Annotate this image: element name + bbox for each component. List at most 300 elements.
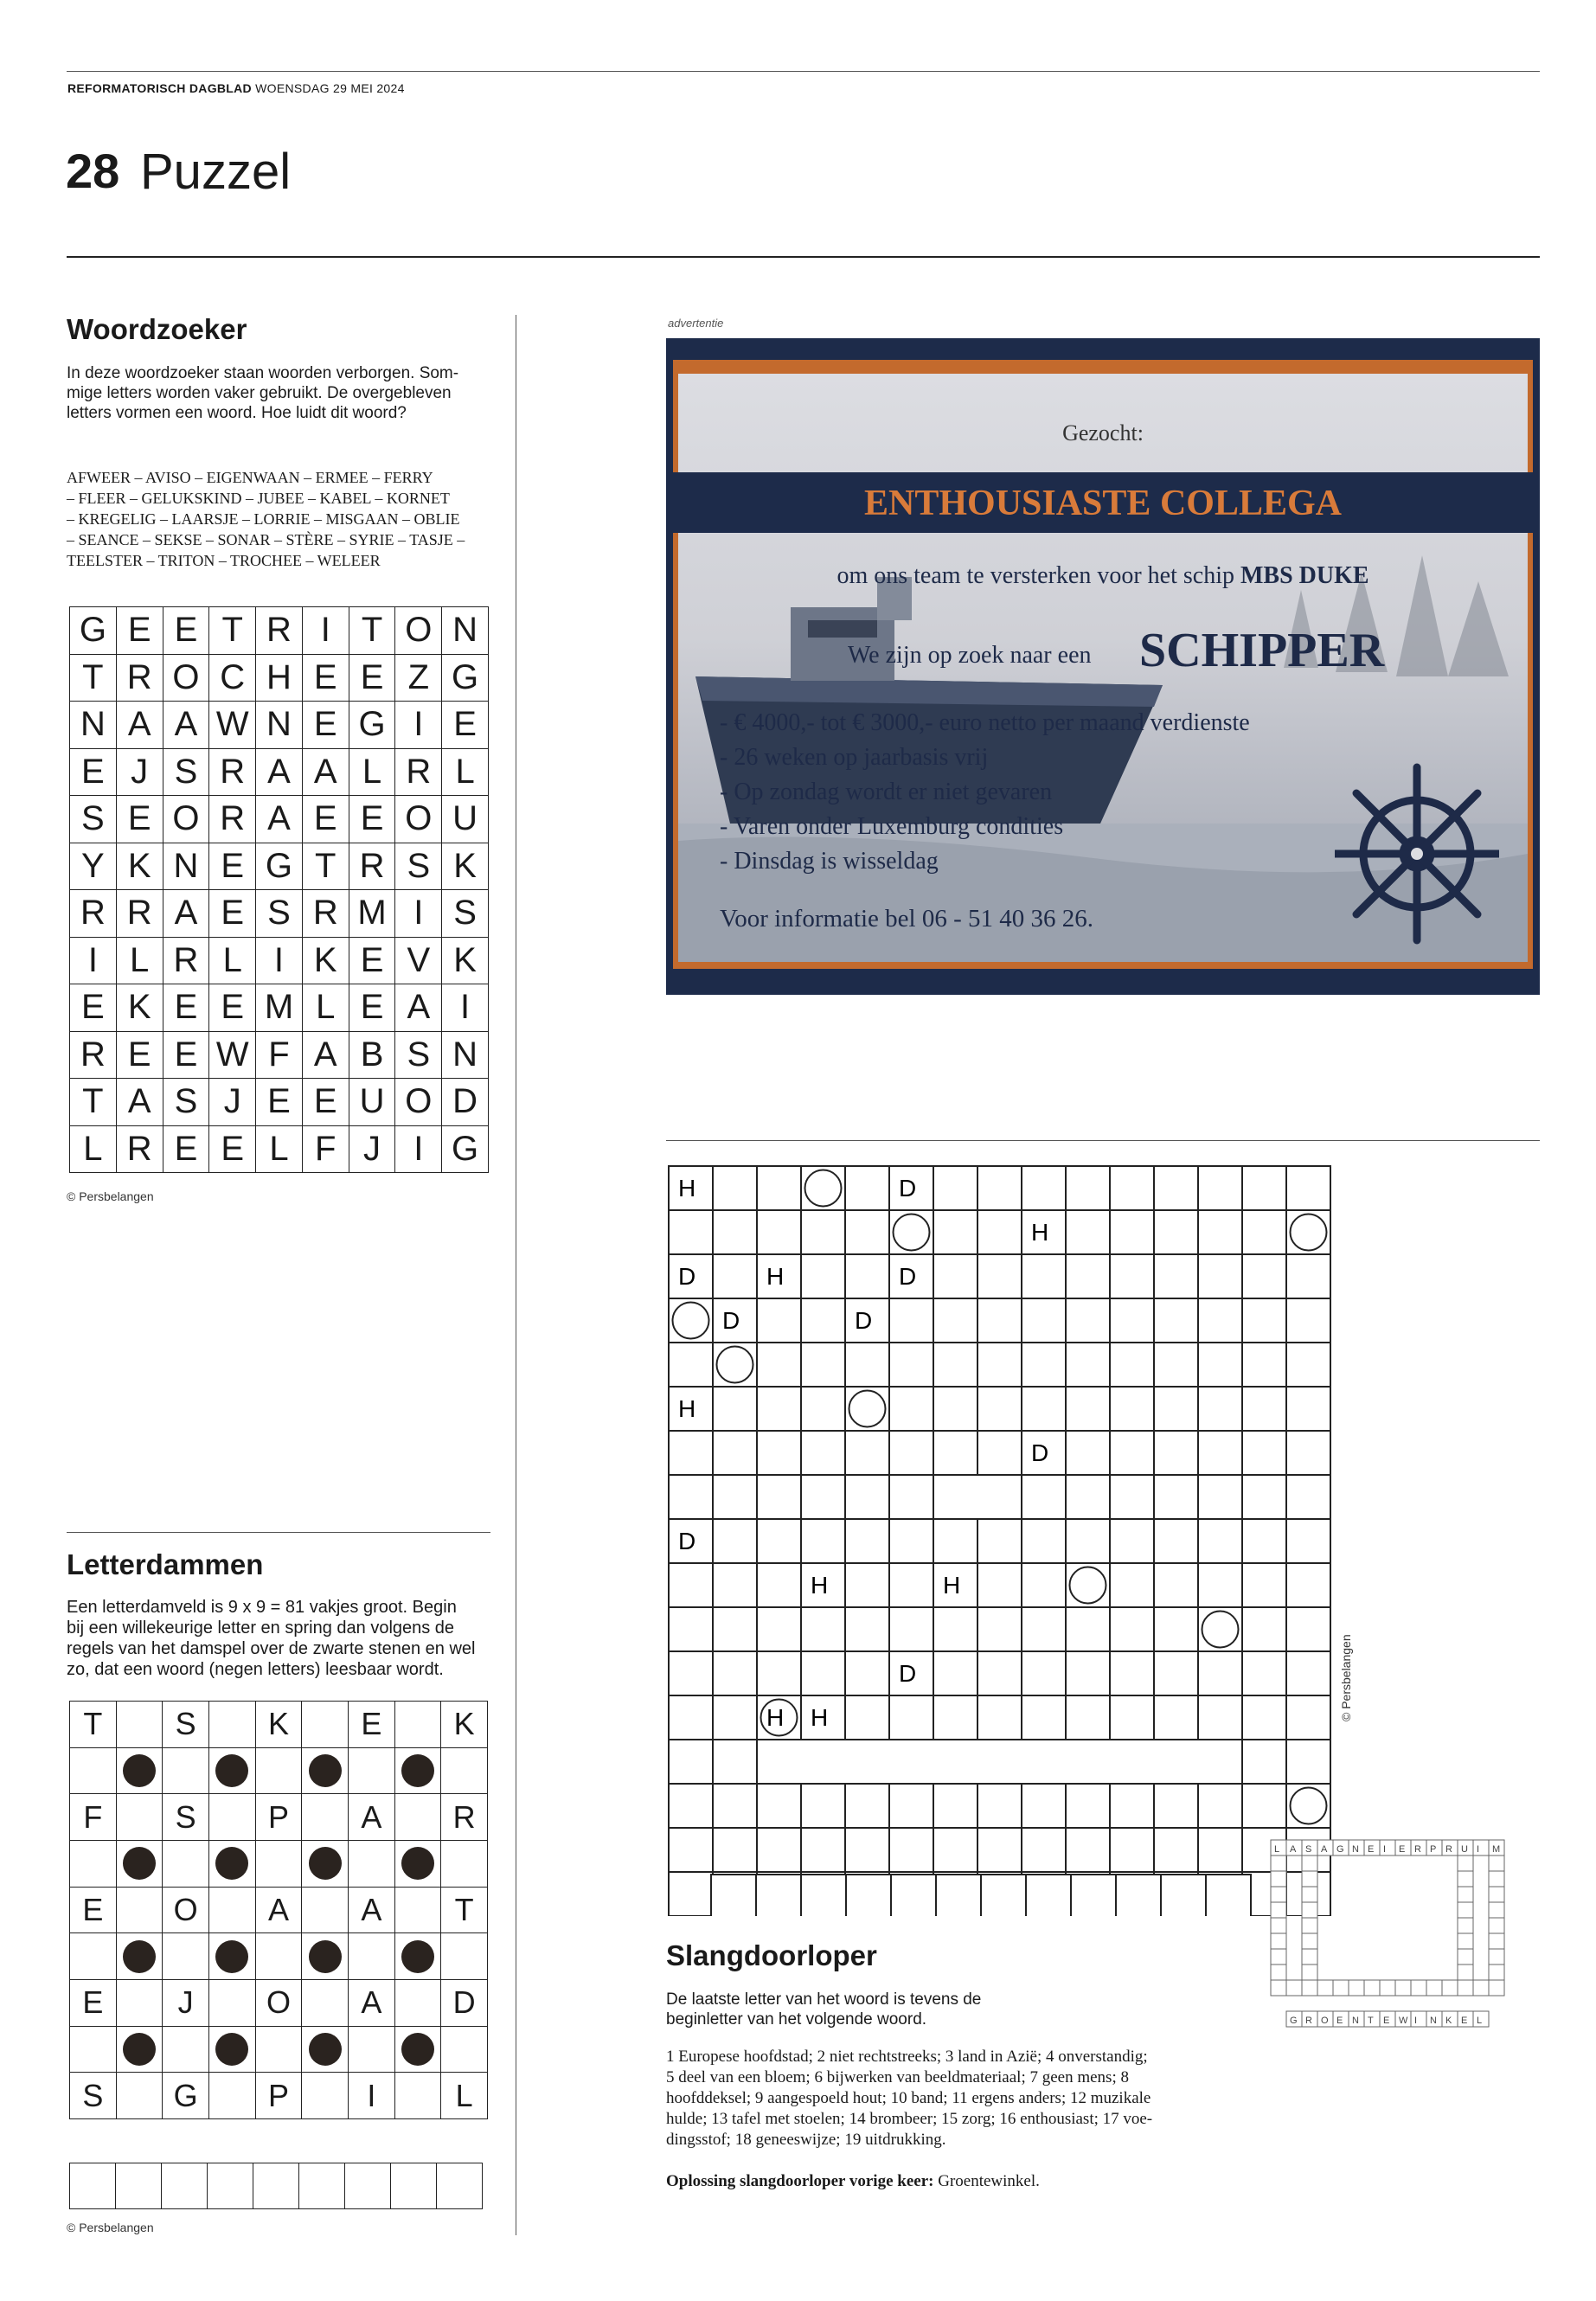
- woordzoeker-cell[interactable]: G: [70, 607, 117, 655]
- spiral-cell[interactable]: [1154, 1343, 1198, 1387]
- spiral-cell[interactable]: [889, 1210, 933, 1254]
- spiral-cell[interactable]: [1022, 1784, 1066, 1828]
- spiral-answer-cell[interactable]: [1026, 1875, 1071, 1916]
- spiral-cell[interactable]: [1198, 1431, 1242, 1475]
- spiral-cell[interactable]: [1022, 1343, 1066, 1387]
- woordzoeker-cell[interactable]: N: [442, 1032, 489, 1080]
- spiral-cell[interactable]: [1066, 1519, 1110, 1563]
- spiral-cell[interactable]: [1066, 1387, 1110, 1431]
- letterdammen-answer-row[interactable]: [69, 2163, 483, 2209]
- woordzoeker-cell[interactable]: S: [163, 749, 210, 797]
- spiral-cell[interactable]: [669, 1431, 713, 1475]
- woordzoeker-cell[interactable]: L: [303, 984, 349, 1032]
- spiral-cell[interactable]: [1154, 1166, 1198, 1210]
- spiral-cell[interactable]: [1022, 1475, 1066, 1519]
- spiral-cell[interactable]: [889, 1298, 933, 1343]
- woordzoeker-cell[interactable]: N: [163, 843, 210, 891]
- spiral-cell[interactable]: [845, 1651, 889, 1695]
- spiral-cell[interactable]: [1242, 1343, 1286, 1387]
- spiral-cell[interactable]: [1198, 1828, 1242, 1872]
- woordzoeker-cell[interactable]: L: [117, 938, 163, 985]
- spiral-cell[interactable]: [933, 1784, 977, 1828]
- woordzoeker-cell[interactable]: E: [163, 984, 210, 1032]
- woordzoeker-cell[interactable]: E: [163, 607, 210, 655]
- spiral-cell[interactable]: [757, 1431, 801, 1475]
- spiral-cell[interactable]: [933, 1298, 977, 1343]
- woordzoeker-cell[interactable]: T: [349, 607, 396, 655]
- woordzoeker-cell[interactable]: M: [349, 890, 396, 938]
- spiral-answer-cell[interactable]: [891, 1875, 936, 1916]
- spiral-cell[interactable]: [801, 1607, 845, 1651]
- spiral-cell[interactable]: [1198, 1695, 1242, 1740]
- woordzoeker-cell[interactable]: E: [349, 938, 396, 985]
- spiral-cell[interactable]: [889, 1431, 933, 1475]
- spiral-cell[interactable]: [669, 1298, 713, 1343]
- spiral-cell[interactable]: [1022, 1563, 1066, 1607]
- spiral-cell[interactable]: [1110, 1343, 1154, 1387]
- woordzoeker-cell[interactable]: O: [395, 796, 442, 843]
- spiral-cell[interactable]: [1286, 1298, 1330, 1343]
- woordzoeker-cell[interactable]: J: [209, 1079, 256, 1126]
- woordzoeker-cell[interactable]: L: [209, 938, 256, 985]
- spiral-cell[interactable]: [1022, 1166, 1066, 1210]
- spiral-cell[interactable]: [845, 1828, 889, 1872]
- woordzoeker-cell[interactable]: E: [117, 607, 163, 655]
- woordzoeker-cell[interactable]: O: [395, 607, 442, 655]
- spiral-answer-cell[interactable]: [801, 1875, 846, 1916]
- woordzoeker-cell[interactable]: A: [117, 702, 163, 749]
- spiral-cell[interactable]: [757, 1607, 801, 1651]
- spiral-cell[interactable]: [713, 1387, 757, 1431]
- spiral-cell[interactable]: [1022, 1607, 1066, 1651]
- woordzoeker-cell[interactable]: S: [442, 890, 489, 938]
- spiral-cell[interactable]: [669, 1740, 713, 1784]
- spiral-cell[interactable]: [889, 1695, 933, 1740]
- woordzoeker-cell[interactable]: T: [209, 607, 256, 655]
- spiral-cell[interactable]: [977, 1298, 1022, 1343]
- spiral-cell[interactable]: [1066, 1784, 1110, 1828]
- spiral-cell[interactable]: [977, 1210, 1022, 1254]
- woordzoeker-cell[interactable]: L: [349, 749, 396, 797]
- spiral-cell[interactable]: [1154, 1563, 1198, 1607]
- woordzoeker-cell[interactable]: E: [349, 984, 396, 1032]
- spiral-cell[interactable]: [977, 1784, 1022, 1828]
- spiral-cell[interactable]: [1066, 1166, 1110, 1210]
- woordzoeker-cell[interactable]: K: [442, 843, 489, 891]
- woordzoeker-cell[interactable]: R: [117, 655, 163, 702]
- spiral-cell[interactable]: [1242, 1784, 1286, 1828]
- woordzoeker-cell[interactable]: E: [303, 702, 349, 749]
- spiral-cell[interactable]: [1154, 1475, 1198, 1519]
- spiral-cell[interactable]: [933, 1607, 977, 1651]
- spiral-cell[interactable]: [1066, 1298, 1110, 1343]
- woordzoeker-cell[interactable]: E: [303, 796, 349, 843]
- woordzoeker-cell[interactable]: I: [70, 938, 117, 985]
- spiral-cell[interactable]: [1242, 1695, 1286, 1740]
- spiral-cell[interactable]: [1198, 1519, 1242, 1563]
- woordzoeker-cell[interactable]: A: [395, 984, 442, 1032]
- spiral-cell[interactable]: [933, 1519, 977, 1563]
- spiral-cell[interactable]: [933, 1695, 977, 1740]
- woordzoeker-cell[interactable]: K: [117, 984, 163, 1032]
- spiral-cell[interactable]: [1286, 1740, 1330, 1784]
- spiral-cell[interactable]: [845, 1563, 889, 1607]
- woordzoeker-cell[interactable]: I: [303, 607, 349, 655]
- spiral-cell[interactable]: [1198, 1563, 1242, 1607]
- spiral-cell[interactable]: [1286, 1607, 1330, 1651]
- woordzoeker-cell[interactable]: R: [256, 607, 303, 655]
- woordzoeker-cell[interactable]: I: [256, 938, 303, 985]
- woordzoeker-cell[interactable]: R: [163, 938, 210, 985]
- spiral-cell[interactable]: [713, 1740, 757, 1784]
- spiral-cell[interactable]: [1022, 1695, 1066, 1740]
- spiral-cell[interactable]: [845, 1343, 889, 1387]
- woordzoeker-cell[interactable]: G: [442, 1126, 489, 1174]
- spiral-cell[interactable]: [757, 1651, 801, 1695]
- woordzoeker-cell[interactable]: I: [395, 702, 442, 749]
- woordzoeker-cell[interactable]: R: [70, 890, 117, 938]
- woordzoeker-cell[interactable]: I: [395, 890, 442, 938]
- spiral-cell[interactable]: [801, 1298, 845, 1343]
- spiral-cell[interactable]: [757, 1343, 801, 1387]
- spiral-cell[interactable]: [669, 1343, 713, 1387]
- spiral-cell[interactable]: [713, 1784, 757, 1828]
- spiral-cell[interactable]: [1022, 1519, 1066, 1563]
- woordzoeker-cell[interactable]: W: [209, 1032, 256, 1080]
- spiral-cell[interactable]: [669, 1828, 713, 1872]
- spiral-cell[interactable]: [801, 1210, 845, 1254]
- spiral-cell[interactable]: [801, 1387, 845, 1431]
- spiral-cell[interactable]: [1154, 1298, 1198, 1343]
- spiral-cell[interactable]: [669, 1210, 713, 1254]
- woordzoeker-cell[interactable]: T: [70, 1079, 117, 1126]
- spiral-cell[interactable]: [1242, 1387, 1286, 1431]
- spiral-answer-cell[interactable]: [756, 1875, 801, 1916]
- spiral-cell[interactable]: [1198, 1475, 1242, 1519]
- spiral-cell[interactable]: [1198, 1607, 1242, 1651]
- spiral-cell[interactable]: [1286, 1254, 1330, 1298]
- woordzoeker-cell[interactable]: E: [349, 655, 396, 702]
- woordzoeker-cell[interactable]: E: [442, 702, 489, 749]
- woordzoeker-cell[interactable]: C: [209, 655, 256, 702]
- spiral-cell[interactable]: [1198, 1254, 1242, 1298]
- spiral-cell[interactable]: [1198, 1298, 1242, 1343]
- spiral-cell[interactable]: [845, 1166, 889, 1210]
- spiral-cell[interactable]: [1066, 1695, 1110, 1740]
- spiral-cell[interactable]: [713, 1651, 757, 1695]
- spiral-cell[interactable]: [1154, 1828, 1198, 1872]
- spiral-cell[interactable]: [1286, 1210, 1330, 1254]
- spiral-cell[interactable]: [1110, 1210, 1154, 1254]
- spiral-cell[interactable]: [889, 1784, 933, 1828]
- spiral-cell[interactable]: [977, 1519, 1022, 1563]
- spiral-cell[interactable]: [1110, 1475, 1154, 1519]
- spiral-cell[interactable]: [669, 1651, 713, 1695]
- spiral-cell[interactable]: [889, 1475, 933, 1519]
- spiral-cell[interactable]: [757, 1475, 801, 1519]
- woordzoeker-cell[interactable]: N: [256, 702, 303, 749]
- spiral-answer-cell[interactable]: [846, 1875, 891, 1916]
- woordzoeker-cell[interactable]: E: [209, 890, 256, 938]
- woordzoeker-cell[interactable]: E: [163, 1032, 210, 1080]
- woordzoeker-cell[interactable]: K: [117, 843, 163, 891]
- spiral-cell[interactable]: [1110, 1828, 1154, 1872]
- spiral-cell[interactable]: [1110, 1254, 1154, 1298]
- spiral-cell[interactable]: [1286, 1387, 1330, 1431]
- woordzoeker-cell[interactable]: R: [209, 796, 256, 843]
- spiral-cell[interactable]: [1022, 1298, 1066, 1343]
- spiral-cell[interactable]: [713, 1519, 757, 1563]
- spiral-cell[interactable]: [1242, 1254, 1286, 1298]
- spiral-cell[interactable]: [1286, 1651, 1330, 1695]
- spiral-answer-cell[interactable]: [1206, 1875, 1251, 1916]
- woordzoeker-cell[interactable]: G: [442, 655, 489, 702]
- woordzoeker-cell[interactable]: E: [303, 655, 349, 702]
- spiral-answer-cell[interactable]: [1161, 1875, 1206, 1916]
- woordzoeker-cell[interactable]: S: [256, 890, 303, 938]
- woordzoeker-cell[interactable]: V: [395, 938, 442, 985]
- spiral-cell[interactable]: [757, 1784, 801, 1828]
- spiral-cell[interactable]: [845, 1695, 889, 1740]
- spiral-cell[interactable]: [1198, 1784, 1242, 1828]
- spiral-cell[interactable]: [757, 1563, 801, 1607]
- woordzoeker-cell[interactable]: A: [117, 1079, 163, 1126]
- spiral-cell[interactable]: [1066, 1210, 1110, 1254]
- woordzoeker-cell[interactable]: R: [117, 1126, 163, 1174]
- spiral-cell[interactable]: [845, 1607, 889, 1651]
- spiral-cell[interactable]: [977, 1651, 1022, 1695]
- spiral-cell[interactable]: [1242, 1475, 1286, 1519]
- woordzoeker-cell[interactable]: N: [70, 702, 117, 749]
- spiral-cell[interactable]: [801, 1431, 845, 1475]
- woordzoeker-cell[interactable]: R: [209, 749, 256, 797]
- spiral-cell[interactable]: [977, 1166, 1022, 1210]
- spiral-cell[interactable]: [1286, 1343, 1330, 1387]
- woordzoeker-cell[interactable]: R: [117, 890, 163, 938]
- woordzoeker-cell[interactable]: T: [303, 843, 349, 891]
- spiral-answer-cell[interactable]: [1116, 1875, 1161, 1916]
- spiral-cell[interactable]: [933, 1343, 977, 1387]
- spiral-cell[interactable]: [1198, 1343, 1242, 1387]
- spiral-cell[interactable]: [757, 1298, 801, 1343]
- woordzoeker-cell[interactable]: G: [256, 843, 303, 891]
- spiral-cell[interactable]: [1242, 1740, 1286, 1784]
- spiral-cell[interactable]: [801, 1254, 845, 1298]
- spiral-cell[interactable]: [801, 1651, 845, 1695]
- spiral-cell[interactable]: [889, 1519, 933, 1563]
- spiral-cell[interactable]: [933, 1651, 977, 1695]
- spiral-cell[interactable]: [977, 1695, 1022, 1740]
- woordzoeker-cell[interactable]: A: [303, 749, 349, 797]
- woordzoeker-cell[interactable]: Z: [395, 655, 442, 702]
- spiral-cell[interactable]: [977, 1254, 1022, 1298]
- woordzoeker-cell[interactable]: E: [349, 796, 396, 843]
- spiral-cell[interactable]: [1242, 1563, 1286, 1607]
- spiral-cell[interactable]: [1022, 1828, 1066, 1872]
- spiral-answer-cell[interactable]: [711, 1875, 756, 1916]
- spiral-cell[interactable]: [1286, 1563, 1330, 1607]
- spiral-cell[interactable]: [1110, 1431, 1154, 1475]
- woordzoeker-cell[interactable]: J: [117, 749, 163, 797]
- spiral-cell[interactable]: [1110, 1519, 1154, 1563]
- spiral-cell[interactable]: [1110, 1607, 1154, 1651]
- spiral-cell[interactable]: [1286, 1475, 1330, 1519]
- spiral-cell[interactable]: [1066, 1563, 1110, 1607]
- spiral-cell[interactable]: [977, 1387, 1022, 1431]
- spiral-cell[interactable]: [1066, 1651, 1110, 1695]
- woordzoeker-cell[interactable]: F: [256, 1032, 303, 1080]
- spiral-cell[interactable]: [1242, 1607, 1286, 1651]
- woordzoeker-cell[interactable]: I: [395, 1126, 442, 1174]
- spiral-answer-cell[interactable]: [981, 1875, 1026, 1916]
- spiral-cell[interactable]: [757, 1519, 801, 1563]
- spiral-cell[interactable]: [1242, 1166, 1286, 1210]
- spiral-cell[interactable]: [1198, 1166, 1242, 1210]
- spiral-cell[interactable]: [1154, 1210, 1198, 1254]
- woordzoeker-cell[interactable]: W: [209, 702, 256, 749]
- spiral-cell[interactable]: [889, 1387, 933, 1431]
- woordzoeker-cell[interactable]: N: [442, 607, 489, 655]
- spiral-cell[interactable]: [1198, 1210, 1242, 1254]
- spiral-cell[interactable]: [669, 1563, 713, 1607]
- woordzoeker-cell[interactable]: R: [70, 1032, 117, 1080]
- spiral-cell[interactable]: [1286, 1784, 1330, 1828]
- spiral-cell[interactable]: [1110, 1563, 1154, 1607]
- woordzoeker-cell[interactable]: E: [209, 1126, 256, 1174]
- spiral-puzzle[interactable]: [666, 1163, 1341, 1916]
- woordzoeker-cell[interactable]: E: [117, 1032, 163, 1080]
- spiral-cell[interactable]: [889, 1607, 933, 1651]
- woordzoeker-cell[interactable]: I: [442, 984, 489, 1032]
- spiral-cell[interactable]: [845, 1387, 889, 1431]
- spiral-cell[interactable]: [977, 1563, 1022, 1607]
- spiral-cell[interactable]: [1110, 1695, 1154, 1740]
- spiral-cell[interactable]: [1286, 1431, 1330, 1475]
- spiral-cell[interactable]: [1154, 1784, 1198, 1828]
- spiral-cell[interactable]: [1066, 1343, 1110, 1387]
- spiral-cell[interactable]: [669, 1784, 713, 1828]
- woordzoeker-cell[interactable]: E: [303, 1079, 349, 1126]
- woordzoeker-cell[interactable]: R: [303, 890, 349, 938]
- spiral-cell[interactable]: [713, 1254, 757, 1298]
- woordzoeker-cell[interactable]: L: [256, 1126, 303, 1174]
- woordzoeker-cell[interactable]: U: [349, 1079, 396, 1126]
- woordzoeker-cell[interactable]: E: [209, 843, 256, 891]
- woordzoeker-cell[interactable]: Y: [70, 843, 117, 891]
- spiral-cell[interactable]: [1242, 1651, 1286, 1695]
- spiral-cell[interactable]: [1242, 1210, 1286, 1254]
- spiral-cell[interactable]: [1154, 1254, 1198, 1298]
- spiral-cell[interactable]: [845, 1254, 889, 1298]
- spiral-cell[interactable]: [1154, 1695, 1198, 1740]
- spiral-cell[interactable]: [801, 1784, 845, 1828]
- spiral-cell[interactable]: [801, 1828, 845, 1872]
- spiral-cell[interactable]: [1154, 1431, 1198, 1475]
- spiral-cell[interactable]: [977, 1343, 1022, 1387]
- spiral-cell[interactable]: [713, 1166, 757, 1210]
- spiral-cell[interactable]: [1066, 1828, 1110, 1872]
- spiral-cell[interactable]: [933, 1828, 977, 1872]
- woordzoeker-cell[interactable]: A: [163, 890, 210, 938]
- woordzoeker-cell[interactable]: O: [395, 1079, 442, 1126]
- spiral-cell[interactable]: [1154, 1387, 1198, 1431]
- spiral-cell[interactable]: [845, 1210, 889, 1254]
- spiral-answer-cell[interactable]: [1071, 1875, 1116, 1916]
- spiral-cell[interactable]: [801, 1475, 845, 1519]
- woordzoeker-cell[interactable]: J: [349, 1126, 396, 1174]
- spiral-cell[interactable]: [933, 1431, 977, 1475]
- spiral-cell[interactable]: [669, 1872, 713, 1916]
- woordzoeker-cell[interactable]: L: [70, 1126, 117, 1174]
- spiral-cell[interactable]: [801, 1166, 845, 1210]
- spiral-cell[interactable]: [1110, 1166, 1154, 1210]
- spiral-cell[interactable]: [1286, 1519, 1330, 1563]
- spiral-cell[interactable]: [1242, 1298, 1286, 1343]
- woordzoeker-cell[interactable]: H: [256, 655, 303, 702]
- woordzoeker-cell[interactable]: D: [442, 1079, 489, 1126]
- spiral-cell[interactable]: [713, 1210, 757, 1254]
- spiral-cell[interactable]: [669, 1607, 713, 1651]
- woordzoeker-cell[interactable]: O: [163, 655, 210, 702]
- spiral-cell[interactable]: [1110, 1298, 1154, 1343]
- spiral-cell[interactable]: [757, 1828, 801, 1872]
- spiral-cell[interactable]: [977, 1607, 1022, 1651]
- spiral-cell[interactable]: [1198, 1651, 1242, 1695]
- spiral-cell[interactable]: [889, 1343, 933, 1387]
- spiral-cell[interactable]: [1066, 1475, 1110, 1519]
- spiral-cell[interactable]: [977, 1431, 1022, 1475]
- woordzoeker-cell[interactable]: E: [70, 984, 117, 1032]
- spiral-cell[interactable]: [889, 1828, 933, 1872]
- spiral-cell[interactable]: [1198, 1387, 1242, 1431]
- woordzoeker-cell[interactable]: O: [163, 796, 210, 843]
- spiral-cell[interactable]: [757, 1166, 801, 1210]
- spiral-cell[interactable]: [669, 1695, 713, 1740]
- spiral-cell[interactable]: [933, 1166, 977, 1210]
- spiral-cell[interactable]: [1066, 1431, 1110, 1475]
- woordzoeker-cell[interactable]: S: [163, 1079, 210, 1126]
- woordzoeker-cell[interactable]: K: [442, 938, 489, 985]
- woordzoeker-cell[interactable]: T: [70, 655, 117, 702]
- spiral-cell[interactable]: [713, 1828, 757, 1872]
- woordzoeker-cell[interactable]: R: [395, 749, 442, 797]
- woordzoeker-cell[interactable]: R: [349, 843, 396, 891]
- spiral-cell[interactable]: [713, 1695, 757, 1740]
- woordzoeker-cell[interactable]: S: [395, 843, 442, 891]
- spiral-cell[interactable]: [1110, 1387, 1154, 1431]
- spiral-cell[interactable]: [1022, 1254, 1066, 1298]
- spiral-cell[interactable]: [757, 1387, 801, 1431]
- spiral-cell[interactable]: [845, 1431, 889, 1475]
- spiral-cell[interactable]: [845, 1519, 889, 1563]
- spiral-cell[interactable]: [1154, 1651, 1198, 1695]
- spiral-cell[interactable]: [801, 1343, 845, 1387]
- woordzoeker-cell[interactable]: S: [395, 1032, 442, 1080]
- woordzoeker-cell[interactable]: E: [256, 1079, 303, 1126]
- spiral-cell[interactable]: [1066, 1254, 1110, 1298]
- woordzoeker-cell[interactable]: G: [349, 702, 396, 749]
- spiral-cell[interactable]: [1242, 1431, 1286, 1475]
- spiral-cell[interactable]: [1286, 1695, 1330, 1740]
- woordzoeker-cell[interactable]: A: [163, 702, 210, 749]
- spiral-cell[interactable]: [757, 1210, 801, 1254]
- woordzoeker-cell[interactable]: E: [209, 984, 256, 1032]
- woordzoeker-cell[interactable]: F: [303, 1126, 349, 1174]
- woordzoeker-cell[interactable]: A: [256, 749, 303, 797]
- spiral-cell[interactable]: [1110, 1651, 1154, 1695]
- woordzoeker-cell[interactable]: S: [70, 796, 117, 843]
- woordzoeker-cell[interactable]: A: [256, 796, 303, 843]
